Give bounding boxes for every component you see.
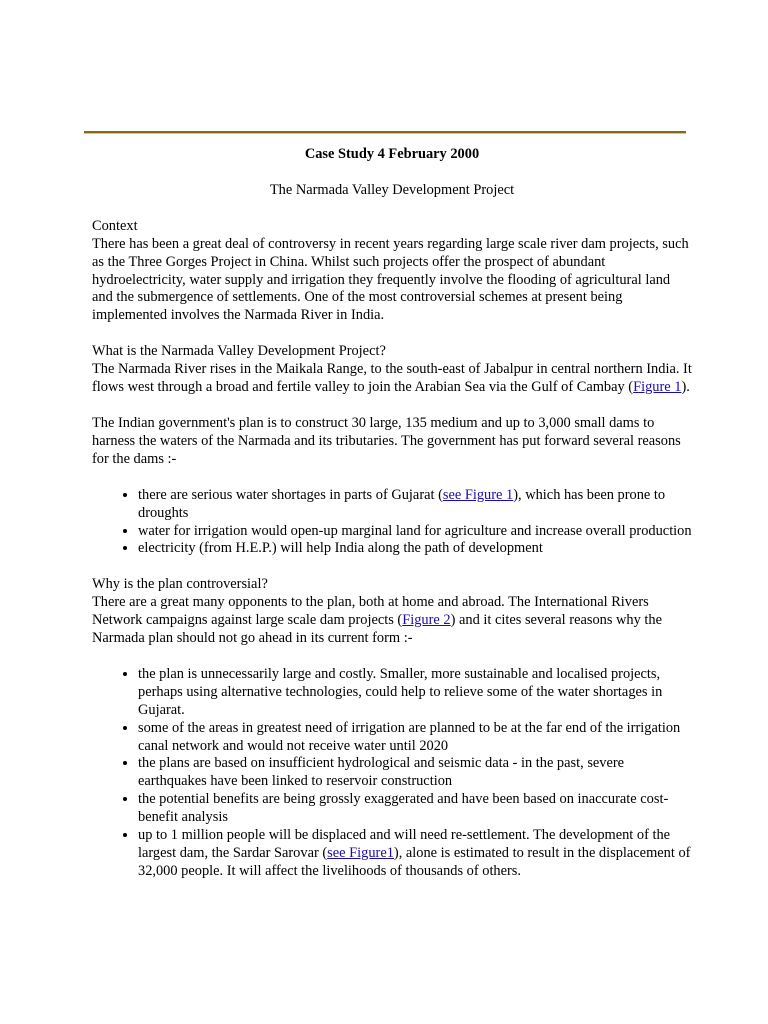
list-item: • the plans are based on insufficient hydrological and seismic data - in the past, severe earthquakes have been linked to reservoir construction (138, 755, 692, 791)
list-item-text: up to 1 million people will be displaced and will need re-settlement. The development of the largest dam, the Sardar Sarovar ( (138, 827, 671, 861)
list-item (138, 487, 692, 523)
document-body (92, 146, 692, 881)
list-item-text-end: ), alone is estimated to result in the displacement of 32,000 people. It will affect the livelihoods of thousands of others. (138, 845, 691, 879)
context-body: There has been a great deal of controversy in recent years regarding large scale river dam projects, such as the Three Gorges Project in China. Whilst such projects offer the prospect of abundant hydroelectricity, water supply and irrigation they frequently involve the flooding of agricultural land and the submergence of settlements. One of the most controversial schemes at present being implemented involves the Narmada River in India. (92, 235, 689, 324)
figure-1-link[interactable]: Figure 1 (633, 379, 682, 396)
controversial-body-text-end: ) and it cites several reasons why the Narmada plan should not go ahead in its current form :- (92, 612, 662, 647)
list-item: • water for irrigation would open-up marginal land for agriculture and increase overall production (138, 523, 692, 541)
list-item (138, 827, 692, 881)
document-subtitle: The Narmada Valley Development Project (269, 181, 515, 198)
what-is-section (92, 343, 692, 397)
see-figure1-link[interactable]: see Figure1 (327, 845, 394, 861)
see-figure-1-link[interactable]: see Figure 1 (442, 486, 514, 503)
context-section (92, 218, 692, 325)
what-is-body-text-end: ). (681, 379, 690, 396)
list-item-text-end: ), which has been prone to droughts (138, 486, 666, 521)
controversial-heading: Why is the plan controversial? (92, 576, 268, 593)
what-is-body (92, 361, 692, 397)
list-item: • the potential benefits are being grossly exaggerated and have been based on inaccurate cost-benefit analysis (138, 791, 692, 827)
list-item: • the plan is unnecessarily large and costly. Smaller, more sustainable and localised projects, perhaps using alternative technologies, could help to relieve some of the water shortages in Gujarat. (138, 666, 692, 720)
plan-body: The Indian government's plan is to construct 30 large, 135 medium and up to 3,000 small dams to harness the waters of the Narmada and its tributaries. The government has put forward several reasons for the dams :- (92, 414, 681, 467)
document-title: Case Study 4 February 2000 (304, 146, 480, 162)
plan-reasons-list (92, 487, 692, 559)
opposition-reasons-list (92, 666, 692, 881)
list-item-text: there are serious water shortages in parts of Gujarat ( (138, 486, 443, 503)
what-is-heading: What is the Narmada Valley Development Project? (92, 343, 386, 360)
figure-2-link[interactable]: Figure 2 (402, 612, 451, 629)
context-heading: Context (92, 217, 138, 234)
plan-section (92, 415, 692, 558)
controversial-section (92, 576, 692, 881)
what-is-body-text: The Narmada River rises in the Maikala Range, to the south-east of Jabalpur in central northern India. It flows west through a broad and fertile valley to join the Arabian Sea via the Gulf of Cambay ( (92, 361, 692, 396)
controversial-body-text: There are a great many opponents to the plan, both at home and abroad. The International Rivers Network campaigns against large scale dam projects ( (92, 594, 649, 629)
list-item: • electricity (from H.E.P.) will help India along the path of development (138, 540, 692, 558)
list-item: • some of the areas in greatest need of irrigation are planned to be at the far end of the irrigation canal network and would not receive water until 2020 (138, 720, 692, 756)
horizontal-rule (84, 131, 686, 134)
controversial-body (92, 594, 692, 648)
